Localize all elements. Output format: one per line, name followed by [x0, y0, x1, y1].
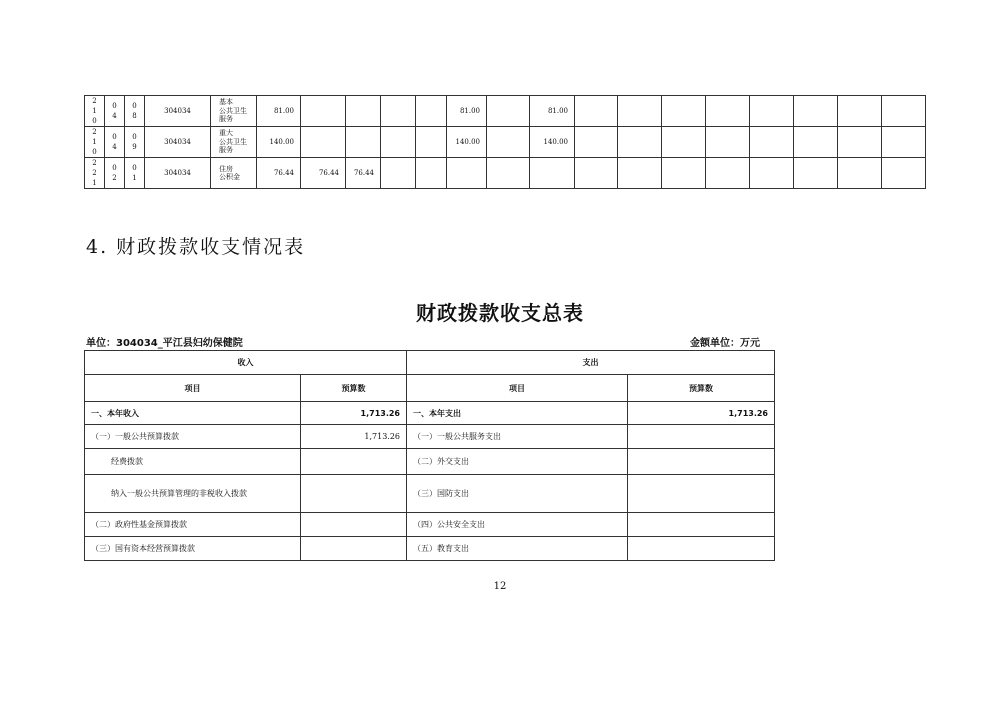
- cell-a: [301, 127, 346, 158]
- expense-item: （三）国防支出: [407, 475, 628, 513]
- item-header: 项目: [85, 375, 301, 402]
- amount-unit-label: 金额单位：万元: [690, 338, 760, 349]
- cell-h: [530, 158, 575, 189]
- expense-value: 1,713.26: [628, 402, 775, 425]
- income-value: 1,713.26: [301, 425, 407, 449]
- cell-b: 76.44: [346, 158, 381, 189]
- income-value: [301, 475, 407, 513]
- expense-value: [628, 513, 775, 537]
- table-row: [85, 127, 926, 158]
- class-code: 2 1 0: [85, 127, 105, 158]
- income-header: 收入: [85, 351, 407, 375]
- table-row: [85, 537, 775, 561]
- table-row: [85, 475, 775, 513]
- table-title: 财政拨款收支总表: [416, 301, 584, 325]
- table-row: [85, 158, 926, 189]
- cell-a: [301, 96, 346, 127]
- cell-f: 81.00: [447, 96, 487, 127]
- section-code: 0 4: [105, 96, 125, 127]
- budget-header: 预算数: [301, 375, 407, 402]
- cell-d: [381, 158, 416, 189]
- expense-item: 一、本年支出: [407, 402, 628, 425]
- cell-h: 81.00: [530, 96, 575, 127]
- income-value: [301, 513, 407, 537]
- cell-e: [416, 127, 447, 158]
- income-value: 1,713.26: [301, 402, 407, 425]
- expense-value: [628, 537, 775, 561]
- income-item: （三）国有资本经营预算拨款: [85, 537, 301, 561]
- table-row: [85, 449, 775, 475]
- cell-a: 76.44: [301, 158, 346, 189]
- cell-d: [381, 127, 416, 158]
- section-code: 0 4: [105, 127, 125, 158]
- cell-h: 140.00: [530, 127, 575, 158]
- cell-g: [487, 158, 530, 189]
- cell-e: [416, 158, 447, 189]
- section-code: 0 2: [105, 158, 125, 189]
- total-value: 81.00: [257, 96, 301, 127]
- table-row: [85, 402, 775, 425]
- cell-b: [346, 127, 381, 158]
- class-code: 2 1 0: [85, 96, 105, 127]
- function-name: 基本 公共卫生 服务: [211, 96, 257, 127]
- unit-code: 304034: [145, 96, 211, 127]
- budget-header: 预算数: [628, 375, 775, 402]
- total-value: 140.00: [257, 127, 301, 158]
- income-item: 一、本年收入: [85, 402, 301, 425]
- header-row: [85, 351, 775, 375]
- cell-b: [346, 96, 381, 127]
- cell-g: [487, 127, 530, 158]
- function-name: 住房 公积金: [211, 158, 257, 189]
- expense-header: 支出: [407, 351, 775, 375]
- cell-d: [381, 96, 416, 127]
- table-row: [85, 96, 926, 127]
- expense-item: （四）公共安全支出: [407, 513, 628, 537]
- cell-g: [487, 96, 530, 127]
- item-header: 项目: [407, 375, 628, 402]
- expense-item: （二）外交支出: [407, 449, 628, 475]
- cell-f: [447, 158, 487, 189]
- expense-item: （一）一般公共服务支出: [407, 425, 628, 449]
- section-title: 4. 财政拨款收支情况表: [86, 236, 306, 258]
- income-item: （二）政府性基金预算拨款: [85, 513, 301, 537]
- total-value: 76.44: [257, 158, 301, 189]
- fiscal-summary-table: [84, 350, 775, 561]
- unit-label: 单位：304034_平江县妇幼保健院: [86, 338, 243, 349]
- income-item: 经费拨款: [85, 449, 301, 475]
- expense-item: （五）教育支出: [407, 537, 628, 561]
- item-code: 0 8: [125, 96, 145, 127]
- cell-e: [416, 96, 447, 127]
- table-row: [85, 425, 775, 449]
- unit-code: 304034: [145, 158, 211, 189]
- income-value: [301, 449, 407, 475]
- income-item: （一）一般公共预算拨款: [85, 425, 301, 449]
- table-row: [85, 513, 775, 537]
- header-row: [85, 375, 775, 402]
- expense-value: [628, 449, 775, 475]
- unit-code: 304034: [145, 127, 211, 158]
- page-number: 12: [493, 581, 507, 592]
- expense-value: [628, 425, 775, 449]
- function-name: 重大 公共卫生 服务: [211, 127, 257, 158]
- expense-value: [628, 475, 775, 513]
- item-code: 0 1: [125, 158, 145, 189]
- item-code: 0 9: [125, 127, 145, 158]
- income-value: [301, 537, 407, 561]
- cell-f: 140.00: [447, 127, 487, 158]
- income-item: 纳入一般公共预算管理的非税收入拨款: [85, 475, 301, 513]
- class-code: 2 2 1: [85, 158, 105, 189]
- budget-detail-table: [84, 95, 926, 189]
